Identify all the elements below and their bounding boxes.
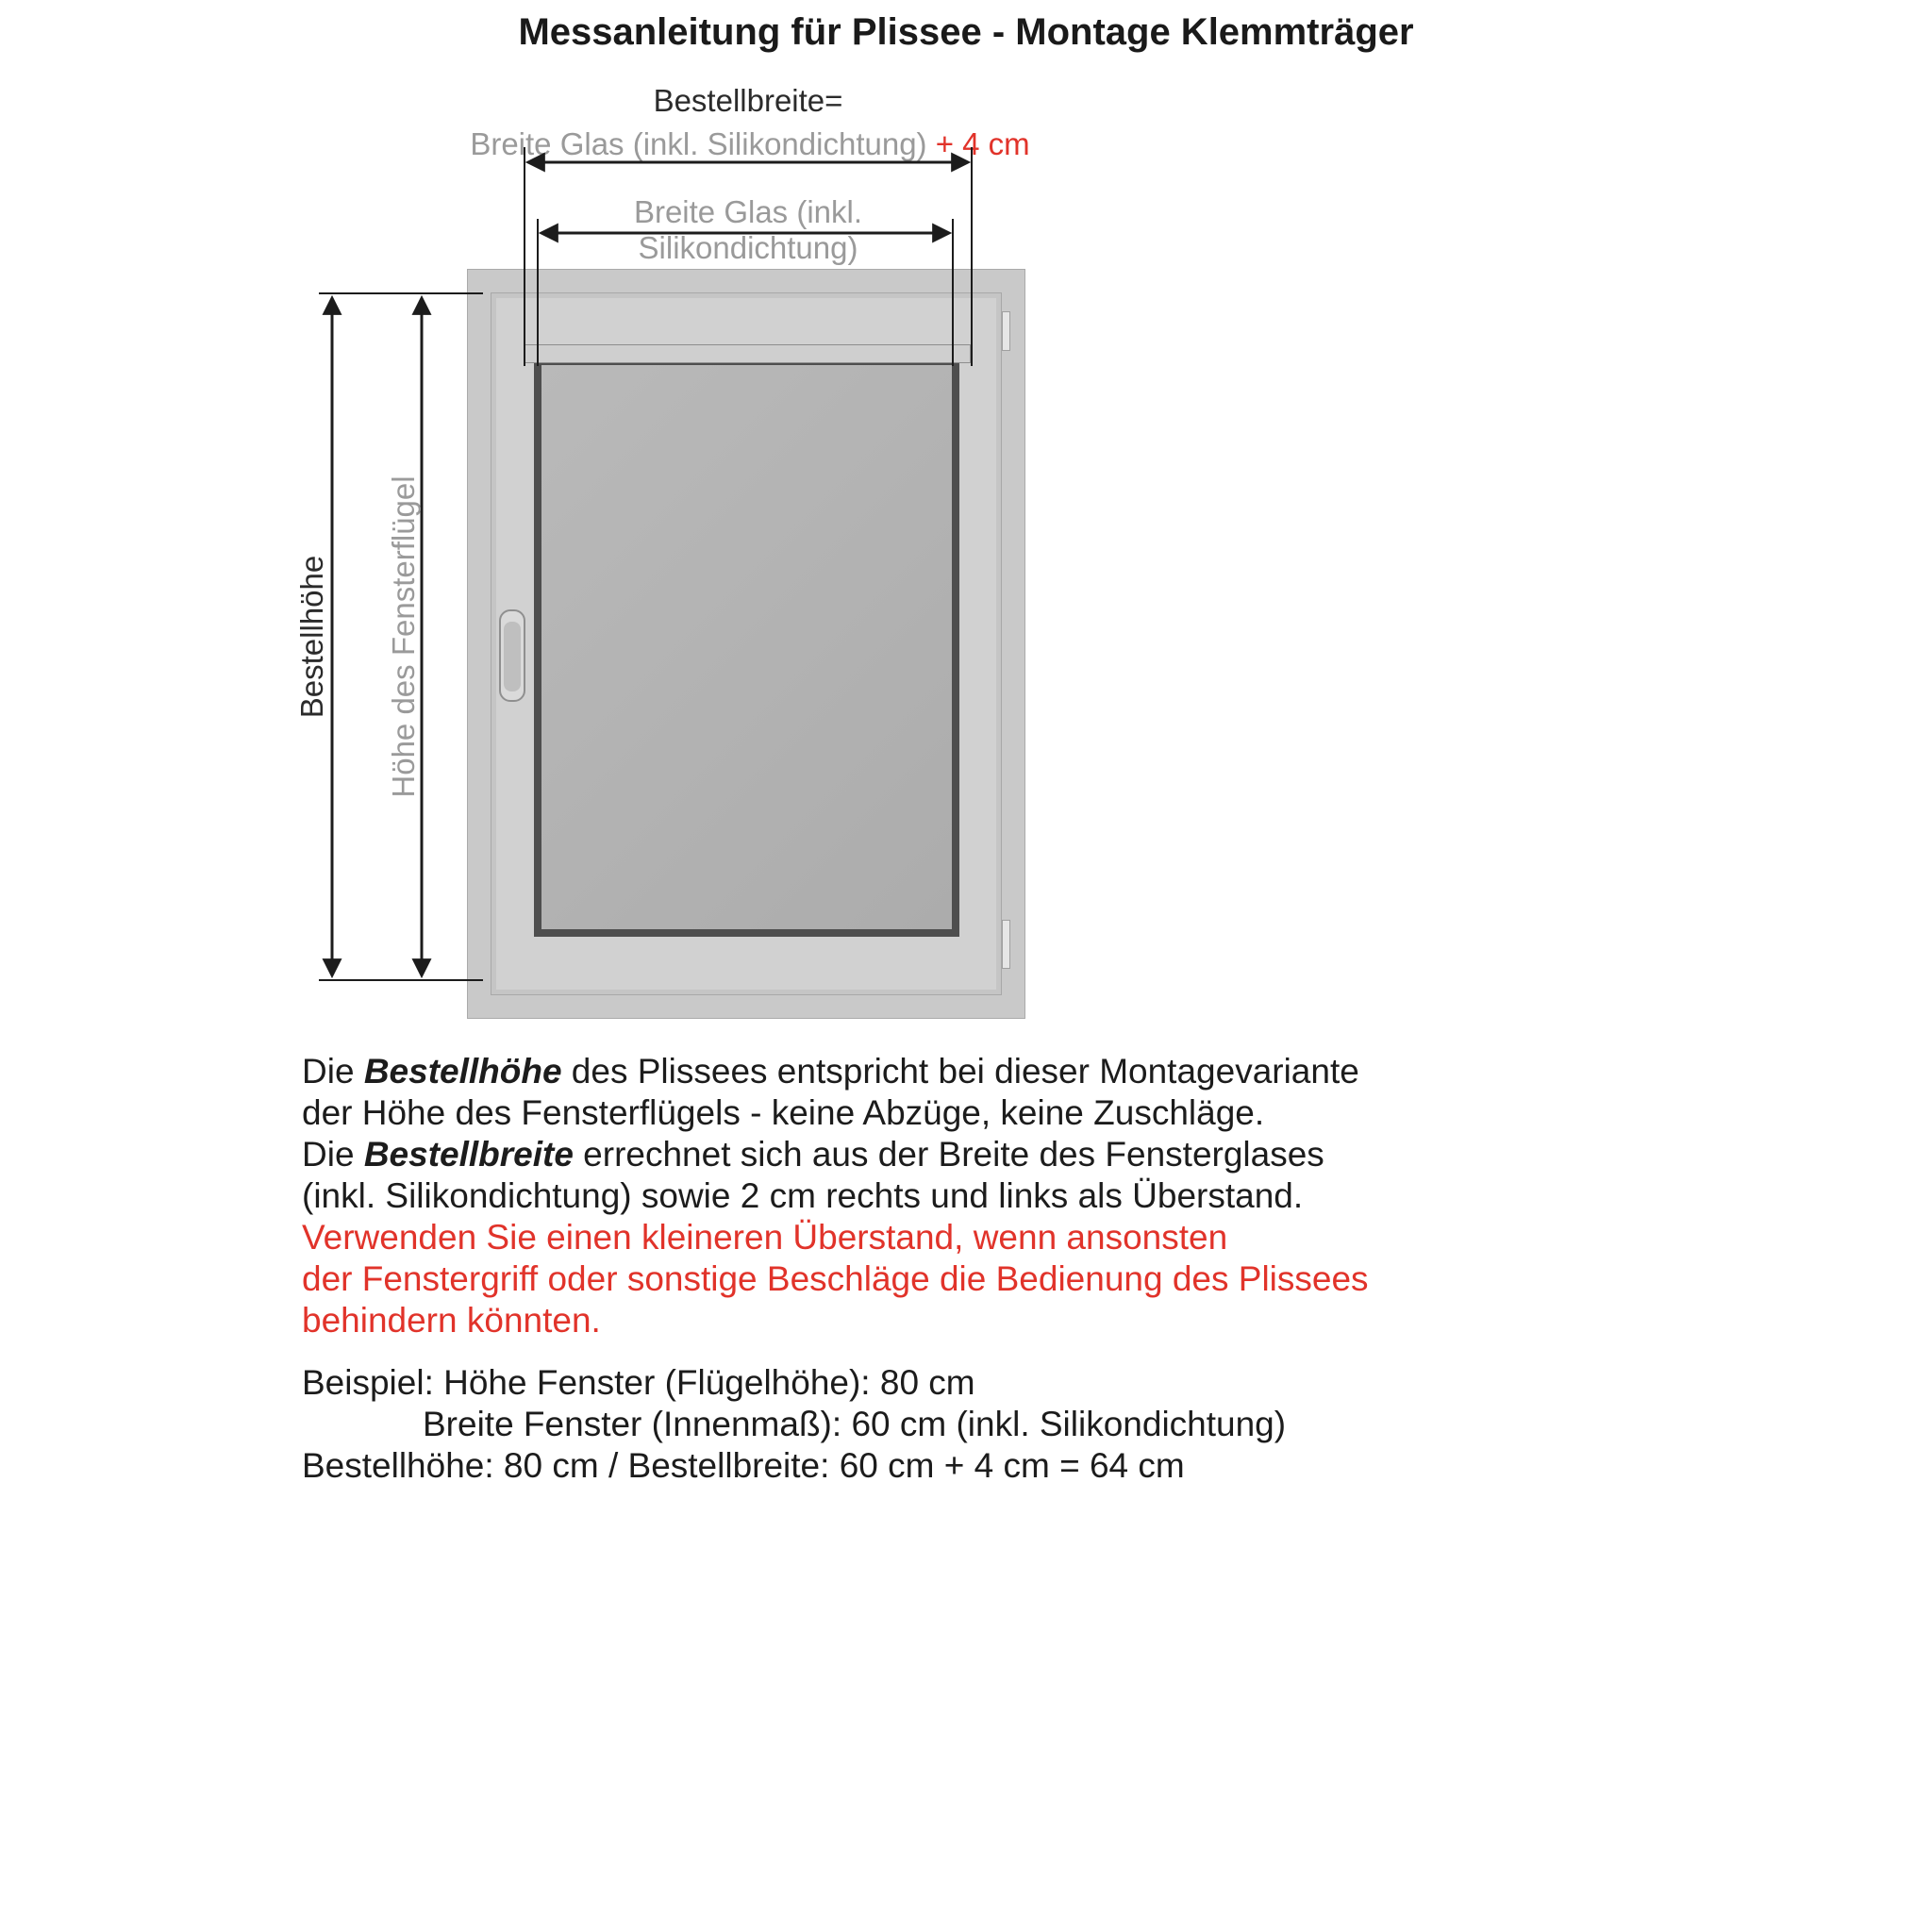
window-handle bbox=[504, 622, 521, 691]
hinge-top-icon bbox=[1002, 311, 1010, 351]
warning-line-1: Verwenden Sie einen kleineren Überstand, wenn ansonsten bbox=[302, 1218, 1228, 1257]
keyword-bestellbreite: Bestellbreite bbox=[363, 1135, 574, 1174]
page-title: Messanleitung für Plissee - Montage Klemmträger bbox=[518, 11, 1414, 53]
description-text bbox=[302, 1051, 1369, 1341]
hinge-bottom-icon bbox=[1002, 920, 1010, 969]
description-line-2: der Höhe des Fensterflügels - keine Abzüge, keine Zuschläge. bbox=[302, 1093, 1265, 1132]
window-sash bbox=[491, 292, 1002, 995]
window-glass bbox=[534, 359, 959, 937]
order-width-label: Bestellbreite= bbox=[653, 83, 843, 118]
glass-width-formula-plus-text: + 4 cm bbox=[935, 126, 1030, 161]
glass-width-formula-label bbox=[377, 126, 1123, 162]
text-segment: Die bbox=[302, 1135, 364, 1174]
description-line-1 bbox=[302, 1051, 1369, 1092]
example-line-3: Bestellhöhe: 80 cm / Bestellbreite: 60 cm + 4 cm = 64 cm bbox=[302, 1446, 1185, 1485]
example-text bbox=[302, 1362, 1286, 1487]
window-illustration bbox=[467, 269, 1025, 1019]
example-line-2: Breite Fenster (Innenmaß): 60 cm (inkl. Silikondichtung) bbox=[423, 1405, 1287, 1443]
warning-line-3: behindern könnten. bbox=[302, 1301, 601, 1340]
order-height-label: Bestellhöhe bbox=[294, 555, 329, 719]
warning-line-2: der Fenstergriff oder sonstige Beschläge die Bedienung des Plissees bbox=[302, 1259, 1369, 1298]
sash-height-label: Höhe des Fensterflügel bbox=[386, 475, 421, 798]
text-segment: des Plissees entspricht bei dieser Montagevariante bbox=[561, 1052, 1359, 1091]
description-line-4: (inkl. Silikondichtung) sowie 2 cm rechts und links als Überstand. bbox=[302, 1176, 1304, 1215]
plissee-top-rail bbox=[524, 344, 971, 363]
keyword-bestellhoehe: Bestellhöhe bbox=[363, 1052, 562, 1091]
description-line-3 bbox=[302, 1134, 1369, 1175]
example-line-1: Beispiel: Höhe Fenster (Flügelhöhe): 80 cm bbox=[302, 1363, 975, 1402]
glass-width-formula-gray-text: Breite Glas (inkl. Silikondichtung) bbox=[470, 126, 936, 161]
text-segment: errechnet sich aus der Breite des Fensterglases bbox=[573, 1135, 1324, 1174]
glass-width-label: Breite Glas (inkl. Silikondichtung) bbox=[633, 194, 863, 265]
text-segment: Die bbox=[302, 1052, 364, 1091]
